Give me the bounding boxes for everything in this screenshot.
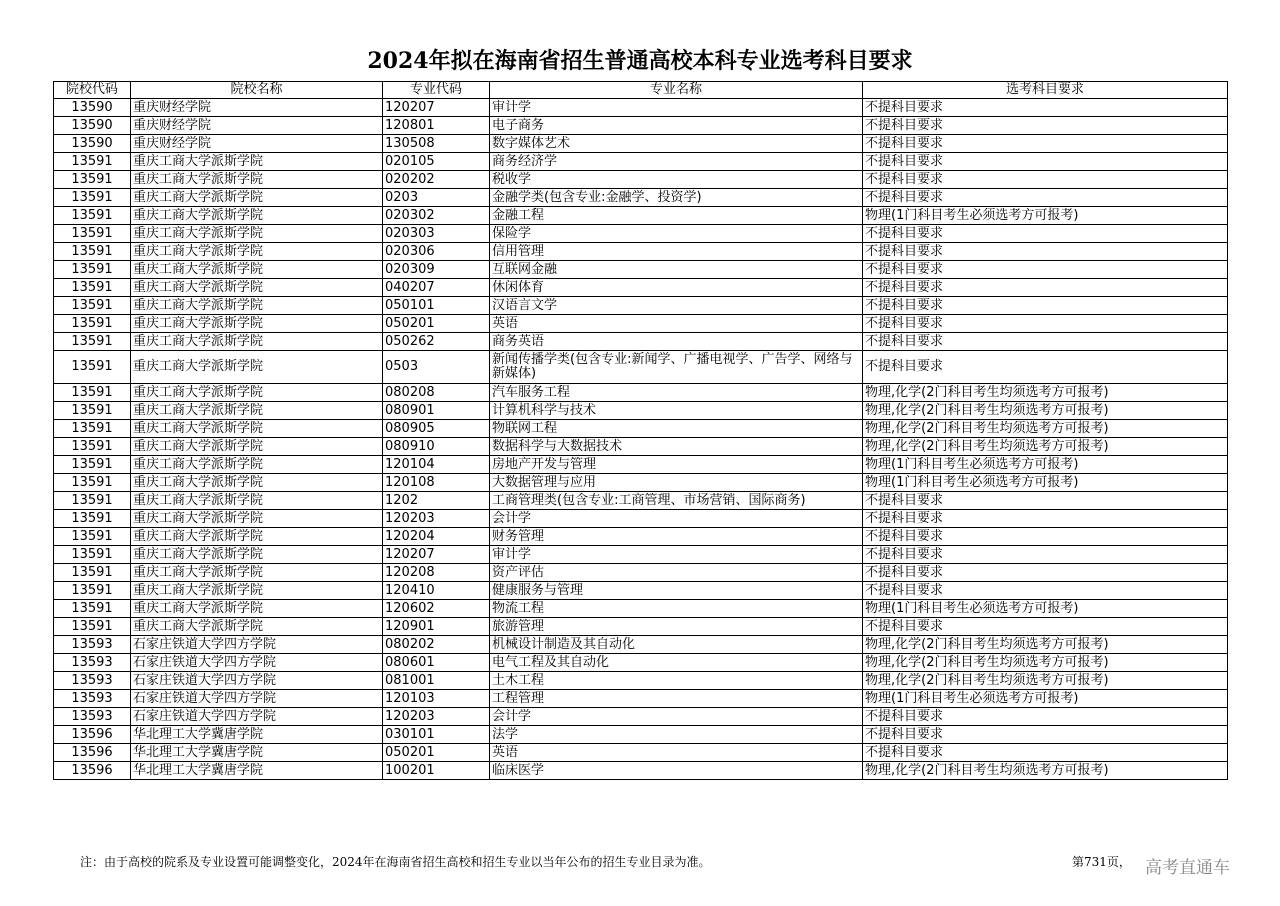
major-code-cell: 020309: [383, 261, 490, 279]
header-major-name: 专业名称: [490, 82, 863, 99]
school-code-cell: 13593: [54, 636, 131, 654]
school-name-cell: 重庆工商大学派斯学院: [131, 582, 383, 600]
school-code-cell: 13591: [54, 279, 131, 297]
requirements-table: [53, 81, 1228, 780]
major-name-cell: 会计学: [490, 708, 863, 726]
table-row: [54, 528, 1228, 546]
requirement-cell: 物理,化学(2门科目考生均须选考方可报考): [863, 384, 1228, 402]
major-code-cell: 1202: [383, 492, 490, 510]
page-number: 第731页，: [1072, 855, 1131, 869]
major-name-cell: 英语: [490, 315, 863, 333]
school-name-cell: 重庆工商大学派斯学院: [131, 510, 383, 528]
school-code-cell: 13591: [54, 243, 131, 261]
school-code-cell: 13591: [54, 492, 131, 510]
school-name-cell: 重庆工商大学派斯学院: [131, 207, 383, 225]
major-code-cell: 020202: [383, 171, 490, 189]
table-row: [54, 402, 1228, 420]
school-name-cell: 重庆财经学院: [131, 117, 383, 135]
major-name-cell: 工程管理: [490, 690, 863, 708]
table-row: [54, 351, 1228, 384]
requirement-cell: 物理,化学(2门科目考生均须选考方可报考): [863, 636, 1228, 654]
school-name-cell: 重庆工商大学派斯学院: [131, 420, 383, 438]
requirement-cell: 物理(1门科目考生必须选考方可报考): [863, 690, 1228, 708]
major-name-cell: 健康服务与管理: [490, 582, 863, 600]
school-name-cell: 重庆工商大学派斯学院: [131, 351, 383, 384]
school-name-cell: 重庆工商大学派斯学院: [131, 492, 383, 510]
requirement-cell: 物理(1门科目考生必须选考方可报考): [863, 600, 1228, 618]
requirement-cell: 不提科目要求: [863, 351, 1228, 384]
major-code-cell: 040207: [383, 279, 490, 297]
major-name-cell: 金融学类(包含专业:金融学、投资学): [490, 189, 863, 207]
requirement-cell: 不提科目要求: [863, 171, 1228, 189]
major-code-cell: 120104: [383, 456, 490, 474]
major-name-cell: 土木工程: [490, 672, 863, 690]
school-code-cell: 13591: [54, 420, 131, 438]
requirement-cell: 不提科目要求: [863, 726, 1228, 744]
school-code-cell: 13591: [54, 189, 131, 207]
school-code-cell: 13591: [54, 582, 131, 600]
major-code-cell: 130508: [383, 135, 490, 153]
major-name-cell: 金融工程: [490, 207, 863, 225]
major-code-cell: 120103: [383, 690, 490, 708]
school-name-cell: 重庆工商大学派斯学院: [131, 279, 383, 297]
school-name-cell: 重庆工商大学派斯学院: [131, 402, 383, 420]
school-code-cell: 13590: [54, 99, 131, 117]
school-name-cell: 石家庄铁道大学四方学院: [131, 672, 383, 690]
major-code-cell: 120208: [383, 564, 490, 582]
table-row: [54, 474, 1228, 492]
major-code-cell: 120801: [383, 117, 490, 135]
major-name-cell: 会计学: [490, 510, 863, 528]
table-row: [54, 315, 1228, 333]
school-name-cell: 重庆工商大学派斯学院: [131, 225, 383, 243]
header-school-name: 院校名称: [131, 82, 383, 99]
requirement-cell: 物理,化学(2门科目考生均须选考方可报考): [863, 672, 1228, 690]
school-code-cell: 13596: [54, 744, 131, 762]
major-code-cell: 080910: [383, 438, 490, 456]
school-code-cell: 13593: [54, 672, 131, 690]
table-row: [54, 762, 1228, 780]
table-row: [54, 243, 1228, 261]
major-name-cell: 财务管理: [490, 528, 863, 546]
school-name-cell: 重庆工商大学派斯学院: [131, 474, 383, 492]
school-name-cell: 华北理工大学冀唐学院: [131, 744, 383, 762]
table-row: [54, 207, 1228, 225]
table-row: [54, 135, 1228, 153]
school-code-cell: 13591: [54, 351, 131, 384]
major-name-cell: 汽车服务工程: [490, 384, 863, 402]
major-name-cell: 审计学: [490, 99, 863, 117]
major-name-cell: 数字媒体艺术: [490, 135, 863, 153]
requirement-cell: 不提科目要求: [863, 153, 1228, 171]
school-name-cell: 石家庄铁道大学四方学院: [131, 708, 383, 726]
requirements-table-container: [53, 81, 1228, 780]
major-name-cell: 互联网金融: [490, 261, 863, 279]
major-name-cell: 物流工程: [490, 600, 863, 618]
school-code-cell: 13591: [54, 564, 131, 582]
requirement-cell: 不提科目要求: [863, 744, 1228, 762]
school-name-cell: 重庆工商大学派斯学院: [131, 315, 383, 333]
requirement-cell: 不提科目要求: [863, 117, 1228, 135]
major-name-cell: 工商管理类(包含专业:工商管理、市场营销、国际商务): [490, 492, 863, 510]
table-row: [54, 279, 1228, 297]
school-code-cell: 13590: [54, 135, 131, 153]
major-code-cell: 120204: [383, 528, 490, 546]
table-row: [54, 726, 1228, 744]
school-name-cell: 重庆工商大学派斯学院: [131, 171, 383, 189]
header-school-code: 院校代码: [54, 82, 131, 99]
major-name-cell: 数据科学与大数据技术: [490, 438, 863, 456]
major-code-cell: 120203: [383, 510, 490, 528]
school-name-cell: 华北理工大学冀唐学院: [131, 726, 383, 744]
school-code-cell: 13591: [54, 207, 131, 225]
school-name-cell: 重庆工商大学派斯学院: [131, 153, 383, 171]
requirement-cell: 不提科目要求: [863, 582, 1228, 600]
major-code-cell: 020303: [383, 225, 490, 243]
school-code-cell: 13593: [54, 654, 131, 672]
major-name-cell: 房地产开发与管理: [490, 456, 863, 474]
school-code-cell: 13593: [54, 690, 131, 708]
major-code-cell: 0503: [383, 351, 490, 384]
requirement-cell: 不提科目要求: [863, 528, 1228, 546]
table-row: [54, 99, 1228, 117]
school-name-cell: 重庆工商大学派斯学院: [131, 456, 383, 474]
school-code-cell: 13591: [54, 618, 131, 636]
watermark-text: 高考直通车: [1145, 858, 1230, 878]
requirement-cell: 不提科目要求: [863, 708, 1228, 726]
major-code-cell: 120207: [383, 546, 490, 564]
table-header-row: [54, 82, 1228, 99]
table-row: [54, 600, 1228, 618]
school-code-cell: 13591: [54, 153, 131, 171]
school-code-cell: 13596: [54, 762, 131, 780]
requirement-cell: 不提科目要求: [863, 333, 1228, 351]
requirement-cell: 物理,化学(2门科目考生均须选考方可报考): [863, 420, 1228, 438]
major-name-cell: 英语: [490, 744, 863, 762]
major-code-cell: 050201: [383, 744, 490, 762]
table-row: [54, 189, 1228, 207]
major-code-cell: 080202: [383, 636, 490, 654]
school-name-cell: 石家庄铁道大学四方学院: [131, 654, 383, 672]
requirement-cell: 物理,化学(2门科目考生均须选考方可报考): [863, 402, 1228, 420]
major-name-cell: 信用管理: [490, 243, 863, 261]
major-code-cell: 120901: [383, 618, 490, 636]
requirement-cell: 不提科目要求: [863, 315, 1228, 333]
school-name-cell: 重庆工商大学派斯学院: [131, 564, 383, 582]
major-name-cell: 保险学: [490, 225, 863, 243]
major-name-cell: 物联网工程: [490, 420, 863, 438]
school-name-cell: 重庆工商大学派斯学院: [131, 333, 383, 351]
table-row: [54, 456, 1228, 474]
requirement-cell: 不提科目要求: [863, 99, 1228, 117]
major-code-cell: 120602: [383, 600, 490, 618]
school-name-cell: 重庆工商大学派斯学院: [131, 261, 383, 279]
table-row: [54, 117, 1228, 135]
table-row: [54, 546, 1228, 564]
requirement-cell: 不提科目要求: [863, 618, 1228, 636]
school-code-cell: 13591: [54, 600, 131, 618]
table-row: [54, 420, 1228, 438]
school-code-cell: 13591: [54, 474, 131, 492]
requirement-cell: 不提科目要求: [863, 135, 1228, 153]
school-code-cell: 13591: [54, 510, 131, 528]
school-code-cell: 13591: [54, 384, 131, 402]
requirement-cell: 不提科目要求: [863, 225, 1228, 243]
requirement-cell: 不提科目要求: [863, 546, 1228, 564]
major-name-cell: 新闻传播学类(包含专业:新闻学、广播电视学、广告学、网络与新媒体): [490, 351, 863, 384]
requirement-cell: 不提科目要求: [863, 261, 1228, 279]
major-name-cell: 商务英语: [490, 333, 863, 351]
table-row: [54, 438, 1228, 456]
requirement-cell: 物理,化学(2门科目考生均须选考方可报考): [863, 654, 1228, 672]
major-name-cell: 计算机科学与技术: [490, 402, 863, 420]
table-row: [54, 492, 1228, 510]
school-name-cell: 重庆工商大学派斯学院: [131, 618, 383, 636]
document-title: 2024年拟在海南省招生普通高校本科专业选考科目要求: [367, 48, 913, 74]
major-name-cell: 电气工程及其自动化: [490, 654, 863, 672]
major-code-cell: 080601: [383, 654, 490, 672]
major-name-cell: 旅游管理: [490, 618, 863, 636]
major-name-cell: 商务经济学: [490, 153, 863, 171]
school-name-cell: 重庆工商大学派斯学院: [131, 600, 383, 618]
school-code-cell: 13591: [54, 402, 131, 420]
school-code-cell: 13590: [54, 117, 131, 135]
footer-note: 注：由于高校的院系及专业设置可能调整变化，2024年在海南省招生高校和招生专业以当年公布的招生专业目录为准。: [80, 855, 711, 869]
school-name-cell: 重庆工商大学派斯学院: [131, 438, 383, 456]
major-code-cell: 120108: [383, 474, 490, 492]
table-row: [54, 564, 1228, 582]
table-row: [54, 636, 1228, 654]
school-name-cell: 重庆工商大学派斯学院: [131, 384, 383, 402]
school-name-cell: 重庆工商大学派斯学院: [131, 189, 383, 207]
major-code-cell: 030101: [383, 726, 490, 744]
major-name-cell: 机械设计制造及其自动化: [490, 636, 863, 654]
school-code-cell: 13591: [54, 261, 131, 279]
school-name-cell: 石家庄铁道大学四方学院: [131, 636, 383, 654]
table-row: [54, 261, 1228, 279]
major-code-cell: 020105: [383, 153, 490, 171]
table-row: [54, 744, 1228, 762]
school-name-cell: 重庆工商大学派斯学院: [131, 297, 383, 315]
major-code-cell: 020302: [383, 207, 490, 225]
school-code-cell: 13591: [54, 225, 131, 243]
school-name-cell: 重庆工商大学派斯学院: [131, 546, 383, 564]
table-row: [54, 690, 1228, 708]
requirement-cell: 不提科目要求: [863, 279, 1228, 297]
requirement-cell: 不提科目要求: [863, 297, 1228, 315]
major-code-cell: 020306: [383, 243, 490, 261]
table-row: [54, 618, 1228, 636]
major-code-cell: 120410: [383, 582, 490, 600]
requirement-cell: 物理(1门科目考生必须选考方可报考): [863, 456, 1228, 474]
table-row: [54, 225, 1228, 243]
major-code-cell: 050201: [383, 315, 490, 333]
table-row: [54, 672, 1228, 690]
school-code-cell: 13591: [54, 438, 131, 456]
major-code-cell: 081001: [383, 672, 490, 690]
major-code-cell: 050262: [383, 333, 490, 351]
table-row: [54, 654, 1228, 672]
school-name-cell: 重庆财经学院: [131, 135, 383, 153]
school-code-cell: 13591: [54, 333, 131, 351]
major-name-cell: 大数据管理与应用: [490, 474, 863, 492]
major-code-cell: 120207: [383, 99, 490, 117]
table-row: [54, 297, 1228, 315]
major-name-cell: 资产评估: [490, 564, 863, 582]
table-row: [54, 171, 1228, 189]
major-name-cell: 税收学: [490, 171, 863, 189]
requirement-cell: 不提科目要求: [863, 510, 1228, 528]
major-code-cell: 080905: [383, 420, 490, 438]
school-code-cell: 13596: [54, 726, 131, 744]
major-name-cell: 法学: [490, 726, 863, 744]
requirement-cell: 物理(1门科目考生必须选考方可报考): [863, 474, 1228, 492]
header-subject-requirement: 选考科目要求: [863, 82, 1228, 99]
header-major-code: 专业代码: [383, 82, 490, 99]
school-name-cell: 华北理工大学冀唐学院: [131, 762, 383, 780]
table-row: [54, 708, 1228, 726]
school-name-cell: 石家庄铁道大学四方学院: [131, 690, 383, 708]
table-row: [54, 510, 1228, 528]
school-code-cell: 13591: [54, 315, 131, 333]
requirement-cell: 不提科目要求: [863, 564, 1228, 582]
major-name-cell: 电子商务: [490, 117, 863, 135]
requirement-cell: 不提科目要求: [863, 189, 1228, 207]
table-row: [54, 582, 1228, 600]
major-name-cell: 临床医学: [490, 762, 863, 780]
major-code-cell: 050101: [383, 297, 490, 315]
table-row: [54, 153, 1228, 171]
table-body: [54, 99, 1228, 780]
requirement-cell: 物理(1门科目考生必须选考方可报考): [863, 207, 1228, 225]
major-name-cell: 汉语言文学: [490, 297, 863, 315]
requirement-cell: 不提科目要求: [863, 492, 1228, 510]
major-name-cell: 休闲体育: [490, 279, 863, 297]
requirement-cell: 不提科目要求: [863, 243, 1228, 261]
school-code-cell: 13591: [54, 297, 131, 315]
school-code-cell: 13591: [54, 546, 131, 564]
school-code-cell: 13591: [54, 456, 131, 474]
school-code-cell: 13593: [54, 708, 131, 726]
major-code-cell: 100201: [383, 762, 490, 780]
school-name-cell: 重庆工商大学派斯学院: [131, 243, 383, 261]
table-row: [54, 384, 1228, 402]
major-code-cell: 080208: [383, 384, 490, 402]
school-code-cell: 13591: [54, 528, 131, 546]
school-name-cell: 重庆工商大学派斯学院: [131, 528, 383, 546]
requirement-cell: 物理,化学(2门科目考生均须选考方可报考): [863, 762, 1228, 780]
school-code-cell: 13591: [54, 171, 131, 189]
requirement-cell: 物理,化学(2门科目考生均须选考方可报考): [863, 438, 1228, 456]
major-code-cell: 0203: [383, 189, 490, 207]
major-code-cell: 120203: [383, 708, 490, 726]
major-name-cell: 审计学: [490, 546, 863, 564]
major-code-cell: 080901: [383, 402, 490, 420]
school-name-cell: 重庆财经学院: [131, 99, 383, 117]
table-row: [54, 333, 1228, 351]
